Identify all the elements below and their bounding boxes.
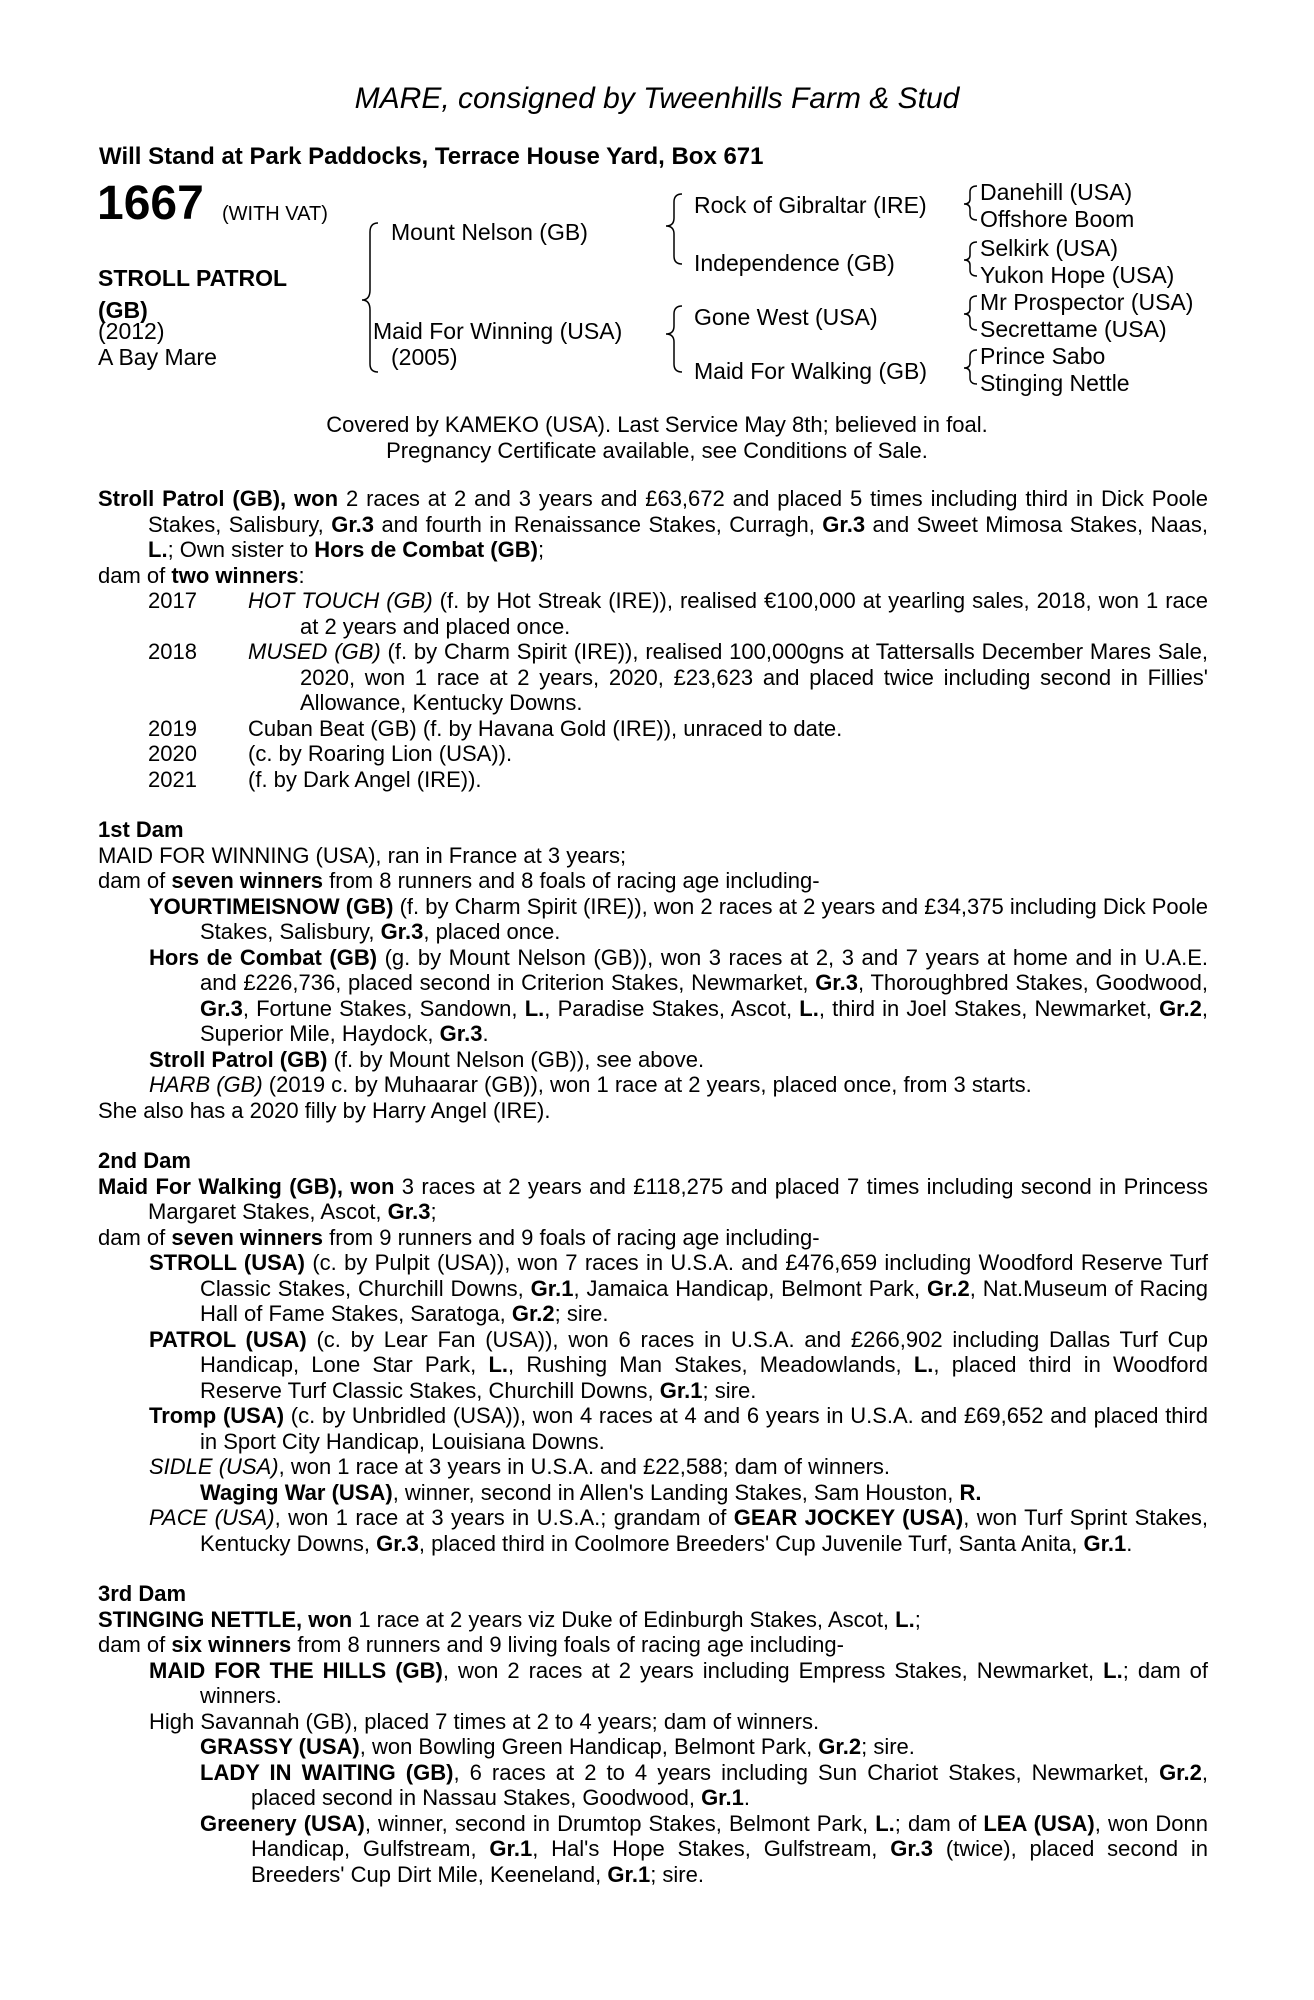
second-dam-record: Maid For Walking (GB), won 3 races at 2 years and £118,275 and placed 7 times including second in Princess Margaret Stakes, Ascot, Gr.3; [98, 1173, 1209, 1224]
third-dam-heading: 3rd Dam [98, 1581, 187, 1606]
second-dam-progeny: Tromp (USA) (c. by Unbridled (USA)), won 4 races at 4 and 6 years in U.S.A. and £69,652 and placed third in Sport City Handicap, Louisiana Downs. [149, 1403, 1208, 1454]
pedigree-dam-year: (2005) [391, 344, 458, 370]
first-dam-also: She also has a 2020 filly by Harry Angel (IRE). [98, 1097, 551, 1123]
pedigree-sdd: Yukon Hope (USA) [980, 262, 1175, 288]
lot-number: 1667 [97, 177, 204, 230]
first-dam-progeny: YOURTIMEISNOW (GB) (f. by Charm Spirit (IRE)), won 2 races at 2 years and £34,375 including Dick Poole Stakes, Salisbury, Gr.3, placed once. [149, 893, 1208, 944]
horse-name: STROLL PATROL (GB) [98, 265, 288, 323]
first-dam-of: dam of seven winners from 8 runners and 8 foals of racing age including- [98, 868, 820, 893]
third-dam-grandprogeny: LADY IN WAITING (GB), 6 races at 2 to 4 years including Sun Chariot Stakes, Newmarket, Gr.2, placed second in Nassau Stakes, Goodwood, Gr.1. [200, 1759, 1208, 1810]
dam-of-line: dam of two winners: [98, 562, 305, 588]
vat-note: (WITH VAT) [222, 203, 328, 225]
pedigree-sire-dam: Independence (GB) [694, 250, 895, 276]
pedigree-ddd: Stinging Nettle [980, 370, 1130, 396]
second-dam-progeny: PATROL (USA) (c. by Lear Fan (USA)), won 6 races in U.S.A. and £266,902 including Dallas Turf Cup Handicap, Lone Star Park, L., Rushing Man Stakes, Meadowlands, L., placed third in Woodford Reserve Turf Classic Stakes, Churchill Downs, Gr.1; sire. [149, 1326, 1209, 1403]
pedigree-sire: Mount Nelson (GB) [391, 219, 588, 245]
horse-year: (2012) [98, 318, 165, 344]
pedigree-dds: Prince Sabo [980, 343, 1106, 369]
pedigree-dss: Mr Prospector (USA) [980, 289, 1194, 315]
covered-by: Covered by KAMEKO (USA). Last Service May 8th; believed in foal. [326, 412, 988, 437]
pedigree-sss: Danehill (USA) [980, 179, 1133, 205]
second-dam-heading: 2nd Dam [98, 1148, 191, 1173]
pedigree-sire-sire: Rock of Gibraltar (IRE) [694, 192, 927, 218]
pedigree-dsd: Secrettame (USA) [980, 316, 1167, 342]
pedigree-ssd: Offshore Boom [980, 206, 1135, 232]
progeny-row: 2018 MUSED (GB) (f. by Charm Spirit (IRE)), realised 100,000gns at Tattersalls December Mares Sale, 2020, won 1 race at 2 years, 2020, £23,623 and placed twice including second in Fillies' Allowance, Kentucky Downs. [148, 639, 1209, 715]
third-dam-of: dam of six winners from 8 runners and 9 living foals of racing age including- [98, 1632, 844, 1657]
pedigree-dam-sire: Gone West (USA) [694, 304, 878, 330]
first-dam-progeny: Hors de Combat (GB) (g. by Mount Nelson (GB)), won 3 races at 2, 3 and 7 years at home and in U.A.E. and £226,736, placed second in Criterion Stakes, Newmarket, Gr.3, Thoroughbred Stakes, Goodwood, Gr.3, Fortune Stakes, Sandown, L., Paradise Stakes, Ascot, L., third in Joel Stakes, Newmarket, Gr.2, Superior Mile, Haydock, Gr.3. [149, 944, 1209, 1046]
second-dam-of: dam of seven winners from 9 runners and 9 foals of racing age including- [98, 1224, 820, 1250]
horse-description: A Bay Mare [98, 344, 217, 370]
third-dam-progeny: MAID FOR THE HILLS (GB), won 2 races at 2 years including Empress Stakes, Newmarket, L.; dam of winners. [149, 1657, 1208, 1708]
pedigree-dam: Maid For Winning (USA) [373, 318, 623, 344]
first-dam-progeny: Stroll Patrol (GB) (f. by Mount Nelson (GB)), see above. [149, 1046, 705, 1072]
consignor-header: MARE, consigned by Tweenhills Farm & Stud [354, 82, 960, 115]
second-dam-grandprogeny: Waging War (USA), winner, second in Allen's Landing Stakes, Sam Houston, R. [200, 1479, 982, 1505]
first-dam-progeny: HARB (GB) (2019 c. by Muhaarar (GB)), won 1 race at 2 years, placed once, from 3 starts. [149, 1072, 1032, 1097]
catalogue-body [98, 486, 1208, 1887]
third-dam-grandprogeny: Greenery (USA), winner, second in Drumtop Stakes, Belmont Park, L.; dam of LEA (USA), won Donn Handicap, Gulfstream, Gr.1, Hal's Hope Stakes, Gulfstream, Gr.3 (twice), placed second in Breeders' Cup Dirt Mile, Keeneland, Gr.1; sire. [200, 1810, 1209, 1887]
first-dam-heading: 1st Dam [98, 817, 184, 842]
third-dam-grandprogeny: GRASSY (USA), won Bowling Green Handicap, Belmont Park, Gr.2; sire. [200, 1734, 915, 1759]
third-dam-progeny: High Savannah (GB), placed 7 times at 2 to 4 years; dam of winners. [149, 1708, 820, 1734]
stand-location: Will Stand at Park Paddocks, Terrace House Yard, Box 671 [99, 143, 764, 170]
pedigree-sds: Selkirk (USA) [980, 235, 1119, 261]
pregnancy-certificate: Pregnancy Certificate available, see Conditions of Sale. [386, 438, 928, 463]
progeny-row: 2017 HOT TOUCH (GB) (f. by Hot Streak (IRE)), realised €100,000 at yearling sales, 2018, won 1 race at 2 years and placed once. [148, 588, 1208, 639]
progeny-row: 2021 (f. by Dark Angel (IRE)). [148, 766, 482, 792]
horse-record: Stroll Patrol (GB), won 2 races at 2 and 3 years and £63,672 and placed 5 times including third in Dick Poole Stakes, Salisbury, Gr.3 and fourth in Renaissance Stakes, Curragh, Gr.3 and Sweet Mimosa Stakes, Naas, L.; Own sister to Hors de Combat (GB); [98, 486, 1208, 562]
second-dam-progeny: STROLL (USA) (c. by Pulpit (USA)), won 7 races in U.S.A. and £476,659 including Woodford Reserve Turf Classic Stakes, Churchill Downs, Gr.1, Jamaica Handicap, Belmont Park, Gr.2, Nat.Museum of Racing Hall of Fame Stakes, Saratoga, Gr.2; sire. [149, 1250, 1208, 1326]
pedigree-dam-dam: Maid For Walking (GB) [694, 358, 928, 384]
third-dam-record: STINGING NETTLE, won 1 race at 2 years viz Duke of Edinburgh Stakes, Ascot, L.; [98, 1606, 921, 1632]
first-dam-line: MAID FOR WINNING (USA), ran in France at 3 years; [98, 842, 627, 868]
second-dam-progeny: SIDLE (USA), won 1 race at 3 years in U.S.A. and £22,588; dam of winners. [149, 1454, 891, 1479]
second-dam-progeny: PACE (USA), won 1 race at 3 years in U.S.A.; grandam of GEAR JOCKEY (USA), won Turf Sprint Stakes, Kentucky Downs, Gr.3, placed third in Coolmore Breeders' Cup Juvenile Turf, Santa Anita, Gr.1. [149, 1505, 1208, 1556]
progeny-row: 2019 Cuban Beat (GB) (f. by Havana Gold (IRE)), unraced to date. [148, 715, 843, 741]
progeny-row: 2020 (c. by Roaring Lion (USA)). [148, 741, 513, 766]
